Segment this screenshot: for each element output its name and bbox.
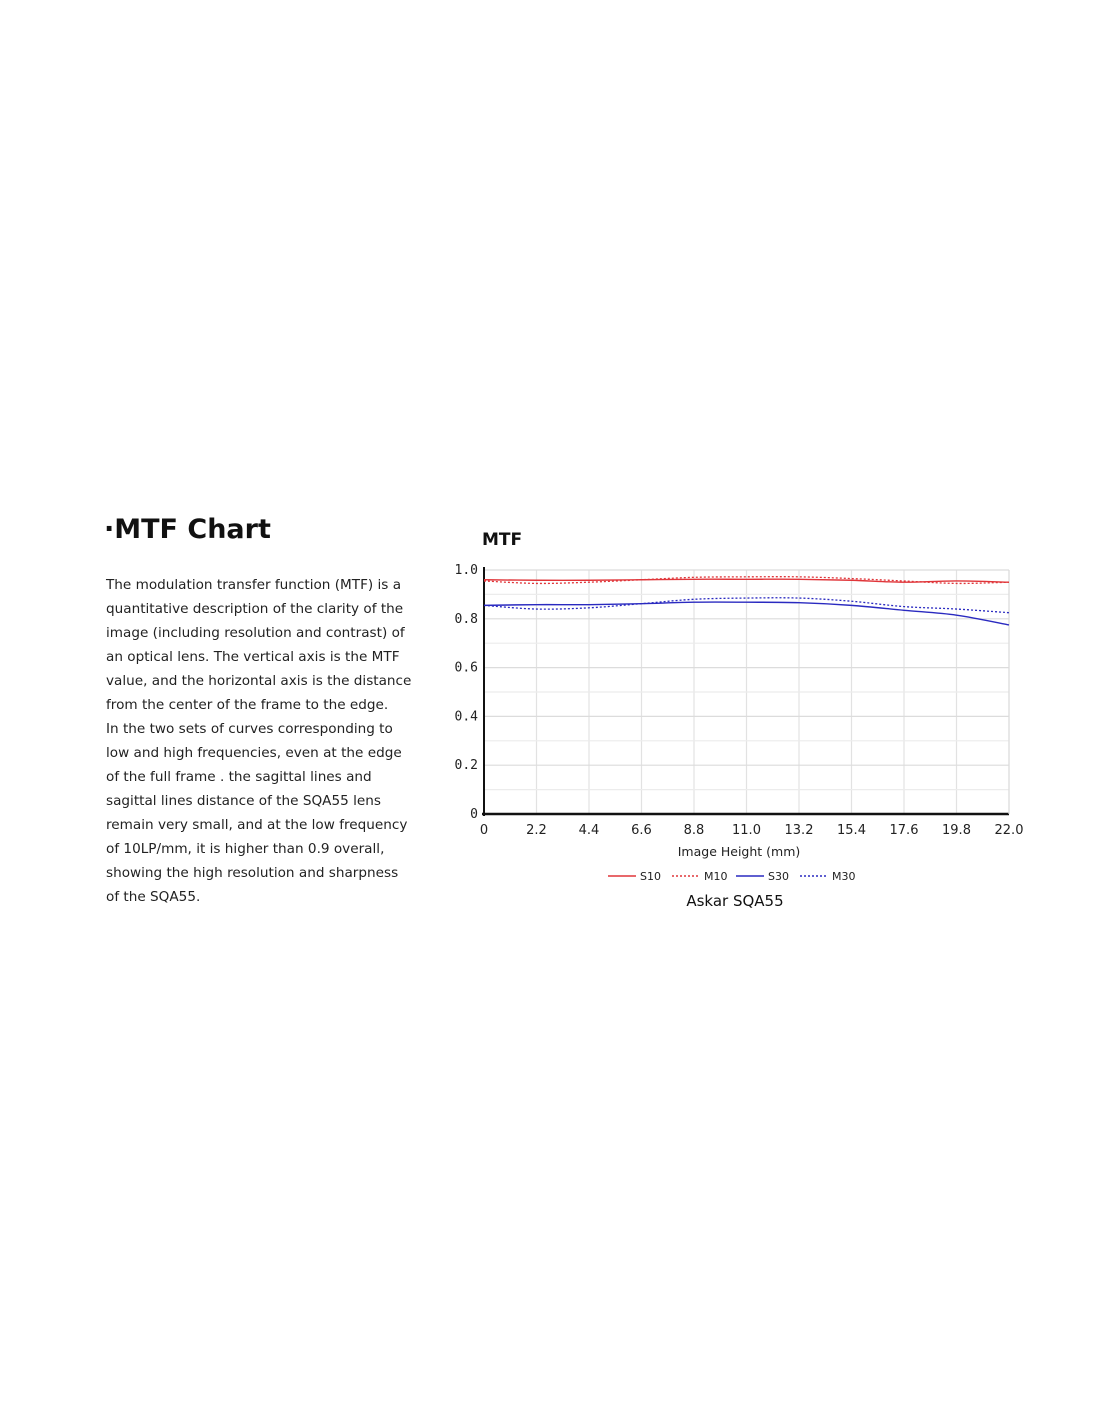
description-line: quantitative description of the clarity of the xyxy=(106,601,404,617)
x-tick-label: 6.6 xyxy=(631,823,652,838)
mtf-chart-svg xyxy=(440,520,1040,920)
description-line: of the full frame . the sagittal lines and xyxy=(106,769,372,785)
y-tick-label: 0.2 xyxy=(454,758,478,774)
x-tick-label: 13.2 xyxy=(784,823,814,838)
x-tick-label: 22.0 xyxy=(994,823,1024,838)
description-line: an optical lens. The vertical axis is the MTF xyxy=(106,649,400,665)
y-tick-label: 1.0 xyxy=(454,563,478,578)
y-tick-label: 0.4 xyxy=(454,709,478,725)
legend-label-s30: S30 xyxy=(768,870,789,883)
description-line: low and high frequencies, even at the edge xyxy=(106,745,402,761)
x-tick-label: 17.6 xyxy=(889,823,919,838)
x-tick-label: 11.0 xyxy=(732,823,761,838)
y-tick-label: 0 xyxy=(470,807,478,822)
description-line: of the SQA55. xyxy=(106,889,201,905)
grid xyxy=(484,570,1009,814)
x-tick-label: 4.4 xyxy=(578,823,600,838)
x-tick-label: 0 xyxy=(479,823,489,838)
description-line: image (including resolution and contrast) of xyxy=(106,625,405,641)
chart-title: Askar SQA55 xyxy=(686,892,784,910)
legend-label-m10: M10 xyxy=(704,870,728,883)
description-line: In the two sets of curves corresponding to xyxy=(106,721,393,737)
legend xyxy=(608,870,856,883)
description-line: of 10LP/mm, it is higher than 0.9 overall, xyxy=(106,841,385,857)
description-line: value, and the horizontal axis is the distance xyxy=(106,673,412,689)
x-tick-label: 15.4 xyxy=(837,823,866,838)
description-line: sagittal lines distance of the SQA55 lens xyxy=(106,793,381,809)
y-axis-label: MTF xyxy=(482,530,523,550)
legend-label-s10: S10 xyxy=(640,870,661,883)
x-tick-label: 2.2 xyxy=(526,823,547,838)
x-axis-label: Image Height (mm) xyxy=(677,844,801,859)
mtf-chart xyxy=(440,520,1040,920)
y-tick-label: 0.6 xyxy=(454,660,478,676)
description-line: The modulation transfer function (MTF) is a xyxy=(106,577,402,593)
description-paragraph xyxy=(106,573,416,909)
x-tick-label: 19.8 xyxy=(942,823,971,838)
section-title: ·MTF Chart xyxy=(104,514,271,545)
description-line: remain very small, and at the low frequency xyxy=(106,817,408,833)
y-tick-label: 0.8 xyxy=(454,611,478,627)
description-line: showing the high resolution and sharpness xyxy=(106,865,399,881)
x-tick-label: 8.8 xyxy=(683,823,705,838)
legend-label-m30: M30 xyxy=(832,870,856,883)
description-line: from the center of the frame to the edge. xyxy=(106,697,389,713)
